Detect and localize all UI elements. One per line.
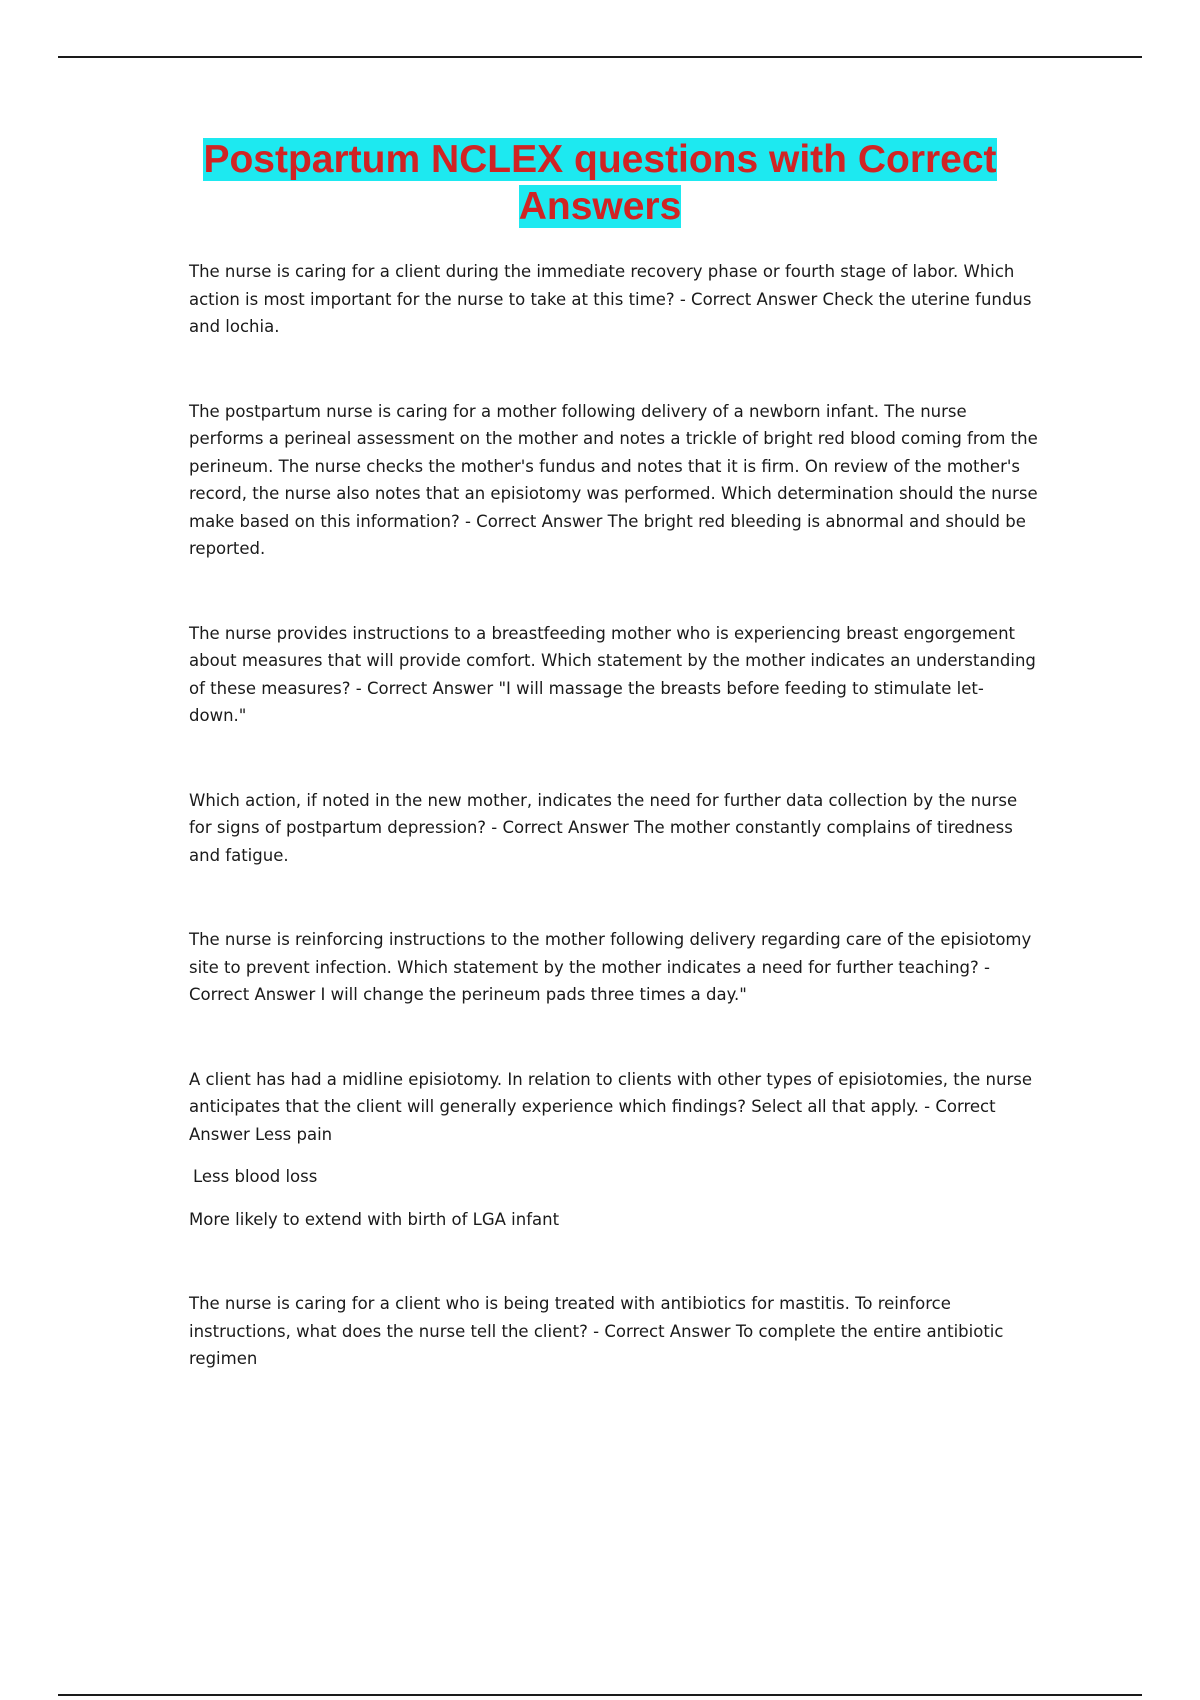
bottom-rule <box>58 1694 1142 1696</box>
qa-item-7 <box>189 1290 1039 1373</box>
qa-text: The nurse is caring for a client who is being treated with antibiotics for mastitis. To reinforce instructions, what does the nurse tell the client? - Correct Answer To complete the entire antibiotic regimen <box>189 1294 1004 1368</box>
qa-list <box>189 258 1039 1430</box>
qa-item-1 <box>189 258 1039 341</box>
qa-text: Which action, if noted in the new mother, indicates the need for further data collection by the nurse for signs of postpartum depression? - Correct Answer The mother constantly complains of tiredness and fatigue. <box>189 790 1018 865</box>
top-rule <box>58 56 1142 58</box>
qa-item-2 <box>189 398 1039 563</box>
document-title <box>150 136 1050 230</box>
qa-text: The postpartum nurse is caring for a mother following delivery of a newborn infant. The nurse performs a perineal assessment on the mother and notes a trickle of bright red blood coming from the perineum. The nurse checks the mother's fundus and notes that it is firm. On review of the mother's record, the nurse also notes that an episiotomy was performed. Which determination should the nurse make based on this information? - Correct Answer The bright red bleeding is abnormal and should be reported. <box>189 401 1038 558</box>
title-highlight: Postpartum NCLEX questions with Correct Answers <box>203 138 997 228</box>
qa-answer-line: Less blood loss <box>193 1167 318 1186</box>
qa-answer-line: More likely to extend with birth of LGA infant <box>189 1209 560 1229</box>
qa-text: The nurse provides instructions to a breastfeeding mother who is experiencing breast engorgement about measures that will provide comfort. Which statement by the mother indicates an understanding of these measures? - Correct Answer "I will massage the breasts before feeding to stimulate let-down." <box>189 623 1036 725</box>
qa-text: A client has had a midline episiotomy. In relation to clients with other types of episiotomies, the nurse anticipates that the client will generally experience which findings? Select all that apply. - Correct Answer Less pain <box>189 1069 1032 1144</box>
qa-item-4 <box>189 787 1039 870</box>
qa-text: The nurse is caring for a client during the immediate recovery phase or fourth stage of labor. Which action is most important for the nurse to take at this time? - Correct Answer Check the uterine fundus and lochia. <box>189 262 1032 336</box>
qa-text: The nurse is reinforcing instructions to the mother following delivery regarding care of the episiotomy site to prevent infection. Which statement by the mother indicates a need for further teaching? - Correct Answer I will change the perineum pads three times a day." <box>189 930 1032 1004</box>
qa-item-3 <box>189 620 1039 730</box>
qa-item-5 <box>189 926 1039 1009</box>
qa-item-6 <box>189 1066 1039 1234</box>
